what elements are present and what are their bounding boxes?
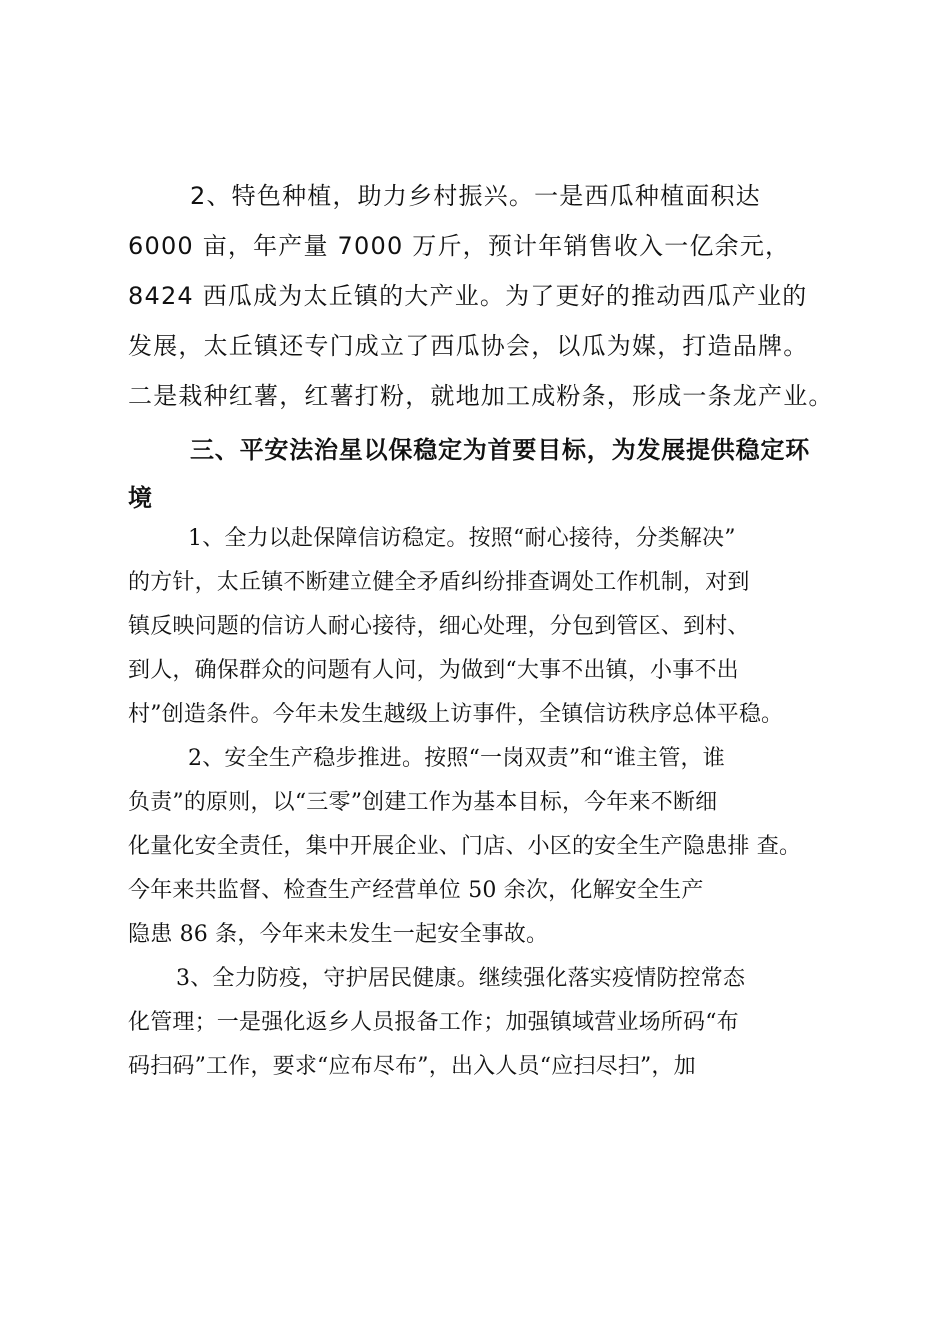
section-heading: 境 [128, 484, 153, 512]
paragraph-line: 3、全力防疫，守护居民健康。继续强化落实疫情防控常态 [176, 966, 746, 991]
paragraph-line: 的方针，太丘镇不断建立健全矛盾纠纷排查调处工作机制，对到 [128, 570, 750, 595]
paragraph-line: 今年来共监督、检查生产经营单位 50 余次，化解安全生产 [128, 878, 704, 903]
paragraph-line: 化管理；一是强化返乡人员报备工作；加强镇域营业场所码“布 [128, 1010, 739, 1035]
section-heading: 三、平安法治星以保稳定为首要目标，为发展提供稳定环 [190, 436, 810, 464]
paragraph-line: 村”创造条件。今年未发生越级上访事件，全镇信访秩序总体平稳。 [128, 702, 784, 727]
paragraph-line: 2、特色种植，助力乡村振兴。一是西瓜种植面积达 [190, 182, 761, 210]
paragraph-line: 1、全力以赴保障信访稳定。按照“耐心接待，分类解决” [188, 526, 736, 551]
paragraph-line: 2、安全生产稳步推进。按照“一岗双责”和“谁主管，谁 [188, 746, 725, 771]
paragraph-line: 发展，太丘镇还专门成立了西瓜协会，以瓜为媒，打造品牌。 [128, 332, 809, 360]
paragraph-line: 6000 亩，年产量 7000 万斤，预计年销售收入一亿余元， [128, 232, 791, 260]
paragraph-line: 码扫码”工作，要求“应布尽布”，出入人员“应扫尽扫”，加 [128, 1054, 696, 1079]
paragraph-line: 8424 西瓜成为太丘镇的大产业。为了更好的推动西瓜产业的 [128, 282, 808, 310]
paragraph-line: 到人，确保群众的问题有人问，为做到“大事不出镇，小事不出 [128, 658, 739, 683]
paragraph-line: 负责”的原则，以“三零”创建工作为基本目标，今年来不断细 [128, 790, 718, 815]
paragraph-line: 化量化安全责任，集中开展企业、门店、小区的安全生产隐患排 查。 [128, 834, 802, 859]
paragraph-line: 隐患 86 条，今年来未发生一起安全事故。 [128, 922, 549, 947]
paragraph-line: 镇反映问题的信访人耐心接待，细心处理，分包到管区、到村、 [128, 614, 750, 639]
paragraph-line: 二是栽种红薯，红薯打粉，就地加工成粉条，形成一条龙产业。 [128, 382, 834, 410]
